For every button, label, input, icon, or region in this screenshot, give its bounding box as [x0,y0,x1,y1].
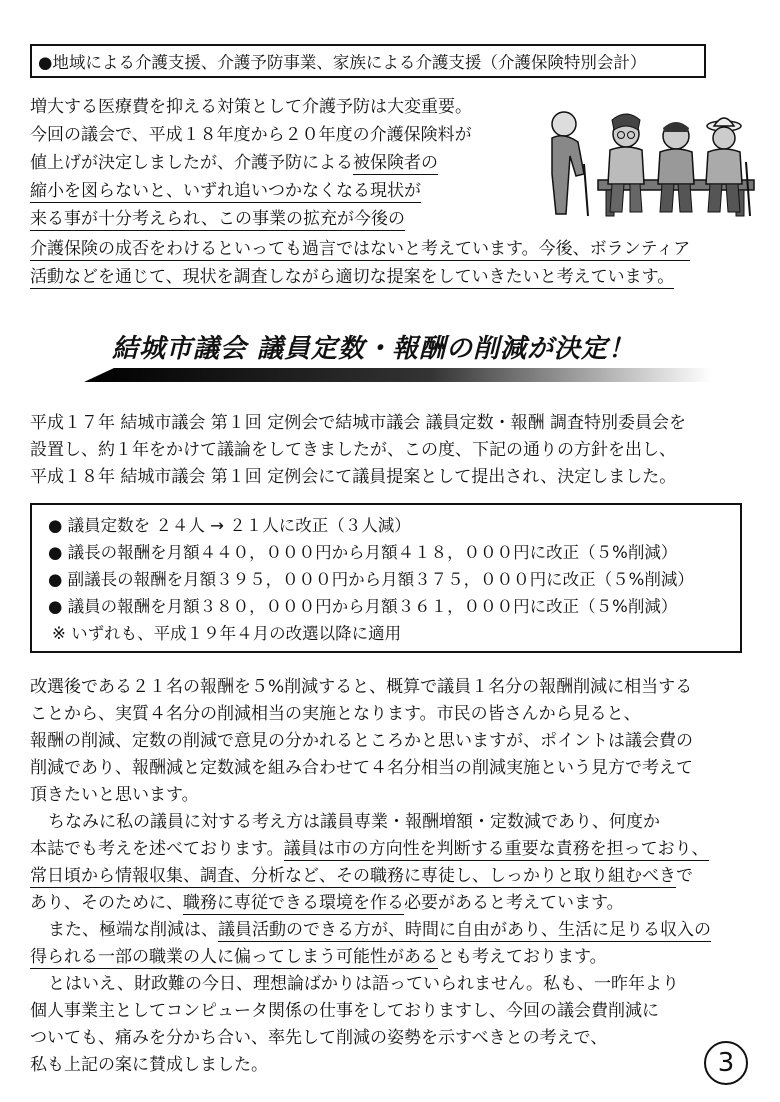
page-number: 3 [704,1041,748,1085]
body-line-3: 報酬の削減、定数の削減で意見の分かれるところかと思いますが、ポイントは議会費の [30,731,693,751]
summary-item-member: ● 議員の報酬を月額３８０，０００円から月額３６１，０００円に改正（５%削減） [48,597,678,616]
main-heading: 結城市議会 議員定数・報酬の削減が決定！ [112,334,636,364]
section-title: ●地域による介護支援、介護予防事業、家族による介護支援（介護保険特別会計） [38,53,647,72]
decision-line-2: 設置し、約１年をかけて議論をしてきましたが、この度、下記の通りの方針を出し、 [30,440,676,460]
summary-note: ※ いずれも、平成１９年４月の改選以降に適用 [52,624,402,643]
summary-item-seats: ● 議員定数を ２４人 → ２１人に改正（３人減） [48,516,411,535]
body-line-10: また、極端な削減は、議員活動のできる方が、時間に自由があり、生活に足りる収入の [48,920,711,940]
body-line-1: 改選後である２１名の報酬を５%削減すると、概算で議員１名分の報酬削減に相当する [30,677,693,697]
heading-underline-bar [84,368,712,382]
body-line-12: とはいえ、財政難の今日、理想論ばかりは語っていられません。私も、一昨年より [48,974,680,994]
body-line-2: ことから、実質４名分の削減相当の実施となります。市民の皆さんから見ると、 [30,704,641,724]
intro-line-7: 活動などを通じて、現状を調査しながら適切な提案をしていきたいと考えています。 [30,267,675,287]
intro-line-2: 今回の議会で、平成１８年度から２０年度の介護保険料が [30,125,472,145]
decision-line-1: 平成１７年 結城市議会 第１回 定例会で結城市議会 議員定数・報酬 調査特別委員会を [30,413,687,433]
body-line-5: 頂きたいと思います。 [30,785,199,805]
body-line-6: ちなみに私の議員に対する考え方は議員専業・報酬増額・定数減であり、何度か [48,812,660,832]
intro-line-4: 縮小を図らないと、いずれ追いつかなくなる現状が [30,181,421,201]
body-line-14: ついても、痛みを分かち合い、率先して削減の姿勢を示すべきとの考えで、 [30,1028,608,1048]
body-line-13: 個人事業主としてコンピュータ関係の仕事をしておりますし、今回の議会費削減に [30,1001,659,1021]
intro-line-6: 介護保険の成否をわけるといっても過言ではないと考えています。今後、ボランティア [30,239,691,259]
intro-line-1: 増大する医療費を抑える対策として介護予防は大変重要。 [30,97,472,117]
summary-item-vice-chair: ● 副議長の報酬を月額３９５，０００円から月額３７５，０００円に改正（５%削減） [48,570,694,589]
body-line-4: 削減であり、報酬減と定数減を組み合わせて４名分相当の削減実施という見方で考えて [30,758,693,778]
intro-line-5: 来る事が十分考えられ、この事業の拡充が今後の [30,209,406,229]
body-line-15: 私も上記の案に賛成しました。 [30,1055,268,1075]
intro-line-3: 値上げが決定しましたが、介護予防による被保険者の [30,153,438,173]
body-line-7: 本誌でも考えを述べております。議員は市の方向性を判断する重要な責務を担っており、 [30,839,709,859]
elderly-group-illustration [526,104,758,222]
body-line-9: あり、そのために、職務に専従できる環境を作る必要があると考えています。 [30,893,624,913]
decision-line-3: 平成１８年 結城市議会 第１回 定例会にて議員提案として提出され、決定しました。 [30,467,677,487]
body-line-11: 得られる一部の職業の人に偏ってしまう可能性があるとも考えております。 [30,947,607,967]
body-line-8: 常日頃から情報収集、調査、分析など、その職務に専徒し、しっかりと取り組むべきで [30,866,693,886]
summary-item-chair: ● 議長の報酬を月額４４０，０００円から月額４１８，０００円に改正（５%削減） [48,543,678,562]
